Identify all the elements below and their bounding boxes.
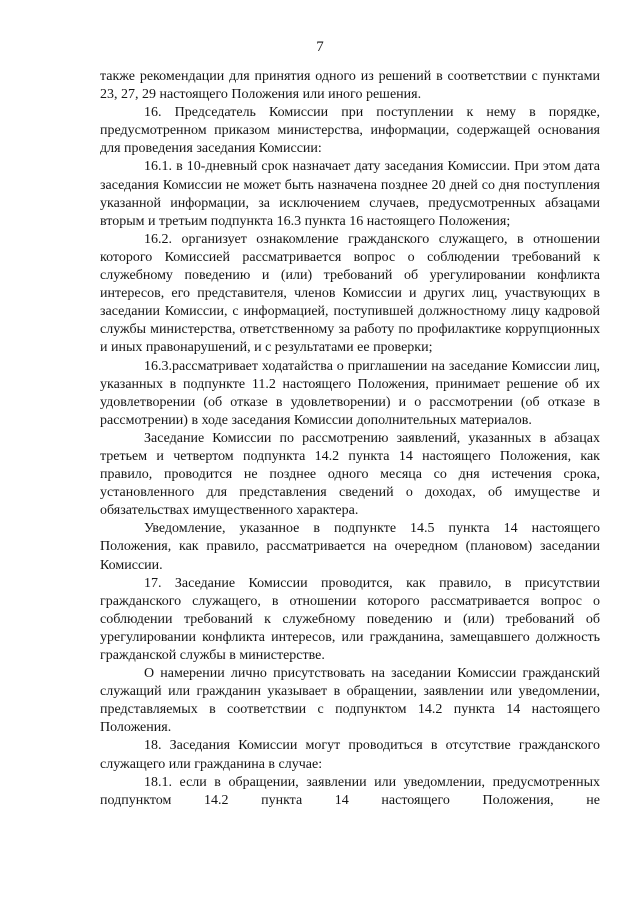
paragraph-16-1: 16.1. в 10-дневный срок назначает дату заседания Комиссии. При этом дата заседания Комиссии не может быть назначена позднее 20 дней со дня поступления указанной информации, за исключением случаев, предусмотренных абзацами вторым и третьим подпункта 16.3 пункта 16 настоящего Положения; <box>100 159 600 229</box>
paragraph-17: 17. Заседание Комиссии проводится, как правило, в присутствии гражданского служащего, в отношении которого рассматривается вопрос о соблюдении требований к служебному поведению и (или) требований об урегулировании конфликта интересов, или гражданина, замещавшего должность гражданской службы в министерстве. <box>100 575 600 663</box>
paragraph-continuation: также рекомендации для принятия одного из решений в соответствии с пунктами 23, 27, 29 настоящего Положения или иного решения. <box>100 69 600 103</box>
paragraph-18-1: 18.1. если в обращении, заявлении или уведомлении, предусмотренных подпунктом 14.2 пункта 14 настоящего Положения, не <box>100 774 600 808</box>
paragraph-18: 18. Заседания Комиссии могут проводиться в отсутствие гражданского служащего или гражданина в случае: <box>100 738 600 772</box>
page-number: 7 <box>316 39 324 55</box>
paragraph-16-2: 16.2. организует ознакомление гражданского служащего, в отношении которого Комиссией рассматривается вопрос о соблюдении требований к служебному поведению и (или) требований об урегулировании конфликта интересов, его представителя, членов Комиссии и других лиц, участвующих в заседании Комиссии, с информацией, поступившей должностному лицу кадровой службы министерства, ответственному за работу по профилактике коррупционных и иных правонарушений, и с результатами ее проверки; <box>100 231 600 356</box>
paragraph-commission-meeting: Заседание Комиссии по рассмотрению заявлений, указанных в абзацах третьем и четвертом подпункта 14.2 пункта 14 настоящего Положения, как правило, проводится не позднее одного месяца со дня истечения срока, установленного для представления сведений о доходах, об имуществе и обязательствах имущественного характера. <box>100 430 600 519</box>
paragraph-16-3: 16.3.рассматривает ходатайства о приглашении на заседание Комиссии лиц, указанных в подпункте 11.2 настоящего Положения, принимает решение об их удовлетворении (об отказе в удовлетворении) и о рассмотрении (об отказе в рассмотрении) в ходе заседания Комиссии дополнительных материалов. <box>100 358 600 428</box>
document-body <box>100 68 600 810</box>
paragraph-notification: Уведомление, указанное в подпункте 14.5 пункта 14 настоящего Положения, как правило, рассматривается на очередном (плановом) заседании Комиссии. <box>100 521 600 573</box>
paragraph-intention: О намерении лично присутствовать на заседании Комиссии гражданский служащий или гражданин указывает в обращении, заявлении или уведомлении, представляемых в соответствии с подпунктом 14.2 пункта 14 настоящего Положения. <box>100 666 600 736</box>
paragraph-16: 16. Председатель Комиссии при поступлении к нему в порядке, предусмотренном приказом министерства, информации, содержащей основания для проведения заседания Комиссии: <box>100 105 600 157</box>
